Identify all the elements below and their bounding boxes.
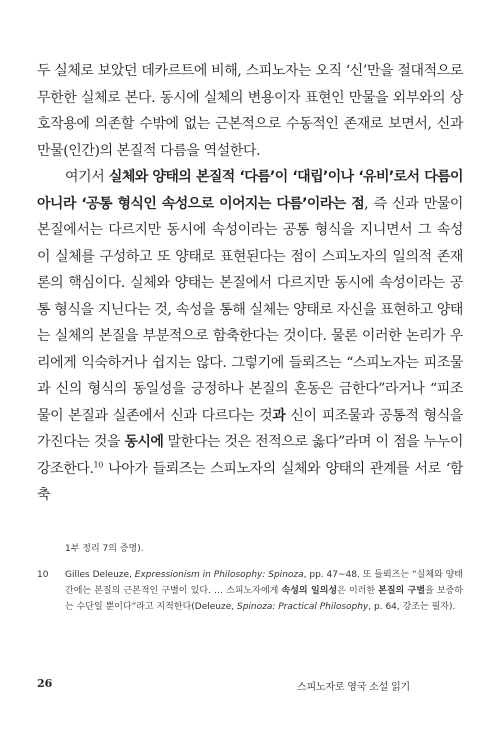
emphasis-text: 동시에 bbox=[124, 434, 164, 450]
paragraph-2 bbox=[37, 164, 463, 509]
paragraph-2-text: 나아가 들뢰즈는 스피노자의 실체와 양태의 관계를 서로 ‘함축 bbox=[37, 460, 463, 503]
footnote-text bbox=[65, 567, 463, 615]
emphasis-text: 과 bbox=[272, 407, 286, 424]
footnote-number: 10 bbox=[37, 570, 49, 580]
footnote-emphasis: 본질의 구별 bbox=[378, 586, 426, 596]
footnote-body: 은 이러한 bbox=[337, 586, 379, 596]
footnote-reference[interactable]: 10 bbox=[93, 459, 103, 469]
footnote-body: 을 보증하는 수단일 뿐이다”라고 지적한다(Deleuze, bbox=[65, 586, 464, 612]
running-head: 스피노자로 영국 소설 읽기 bbox=[297, 682, 410, 693]
paragraph-2-text: 여기서 bbox=[65, 169, 109, 185]
paragraph-1: 두 실체로 보았던 데카르트에 비해, 스피노자는 오직 ‘신’만을 절대적으로 무한한 실체로 본다. 동시에 실체의 변용이자 표현인 만물을 외부와의 상호작용에 의존할 수밖에 없는 근본적으로 수동적인 존재로 보면서, 신과 만물(인간)의 본질적 다름을 역설한다. bbox=[37, 63, 463, 159]
book-title: Expressionism in Philosophy: Spinoza bbox=[134, 570, 304, 580]
footnote-continuation: 1부 정리 7의 증명). bbox=[65, 544, 144, 554]
footnote-body: , pp. 47~48. 또 들뢰즈는 “실체와 양태 간에는 본질의 근본적인 구별이 있다. … 스피노자에게 bbox=[65, 570, 463, 596]
footnote-emphasis: 속성의 일의성 bbox=[281, 586, 338, 596]
page-number: 26 bbox=[37, 677, 53, 690]
footnotes bbox=[37, 541, 463, 615]
footnote-10 bbox=[37, 567, 463, 615]
footnote-author: Gilles Deleuze, bbox=[65, 570, 135, 580]
footnote-body: , p. 64, 강조는 필자). bbox=[368, 602, 456, 612]
paragraph-2-text: 신이 피조물과 공통적 형식을 가진다는 것을 bbox=[37, 407, 463, 450]
emphasis-text: 실체와 양태의 본질적 ‘다름’이 ‘대립’이나 ‘유비’로서 다름이 아니라 ‘공통 형식인 속성으로 이어지는 다름’이라는 점 bbox=[37, 169, 463, 212]
book-title: Spinoza: Practical Philosophy bbox=[236, 602, 369, 612]
main-text bbox=[37, 58, 463, 509]
paragraph-2-text: , 즉 신과 만물이 본질에서는 다르지만 동시에 속성이라는 공통 형식을 지니면서 그 속성이 실체를 구성하고 또 양태로 표현된다는 점이 스피노자의 일의적 존재론의 핵심이다. 실체와 양태는 본질에서 다르지만 동시에 속성이라는 공통 형식을 지닌다는 것, 속성을 통해 실체는 양태로 자신을 표현하고 양태는 실체의 본질을 부분적으로 함축한다는 것이다. 물론 이러한 논리가 우리에게 익숙하거나 쉽지는 않다. 그렇기에 들뢰즈는 “스피노자는 피조물과 신의 형식의 동일성을 긍정하나 본질의 혼동은 금한다”라거나 “피조물이 본질과 실존에서 신과 다르다는 것 bbox=[37, 195, 463, 424]
paragraph-2-text: 말한다는 것은 전적으로 옳다”라며 이 점을 누누이 강조한다. bbox=[37, 434, 463, 477]
